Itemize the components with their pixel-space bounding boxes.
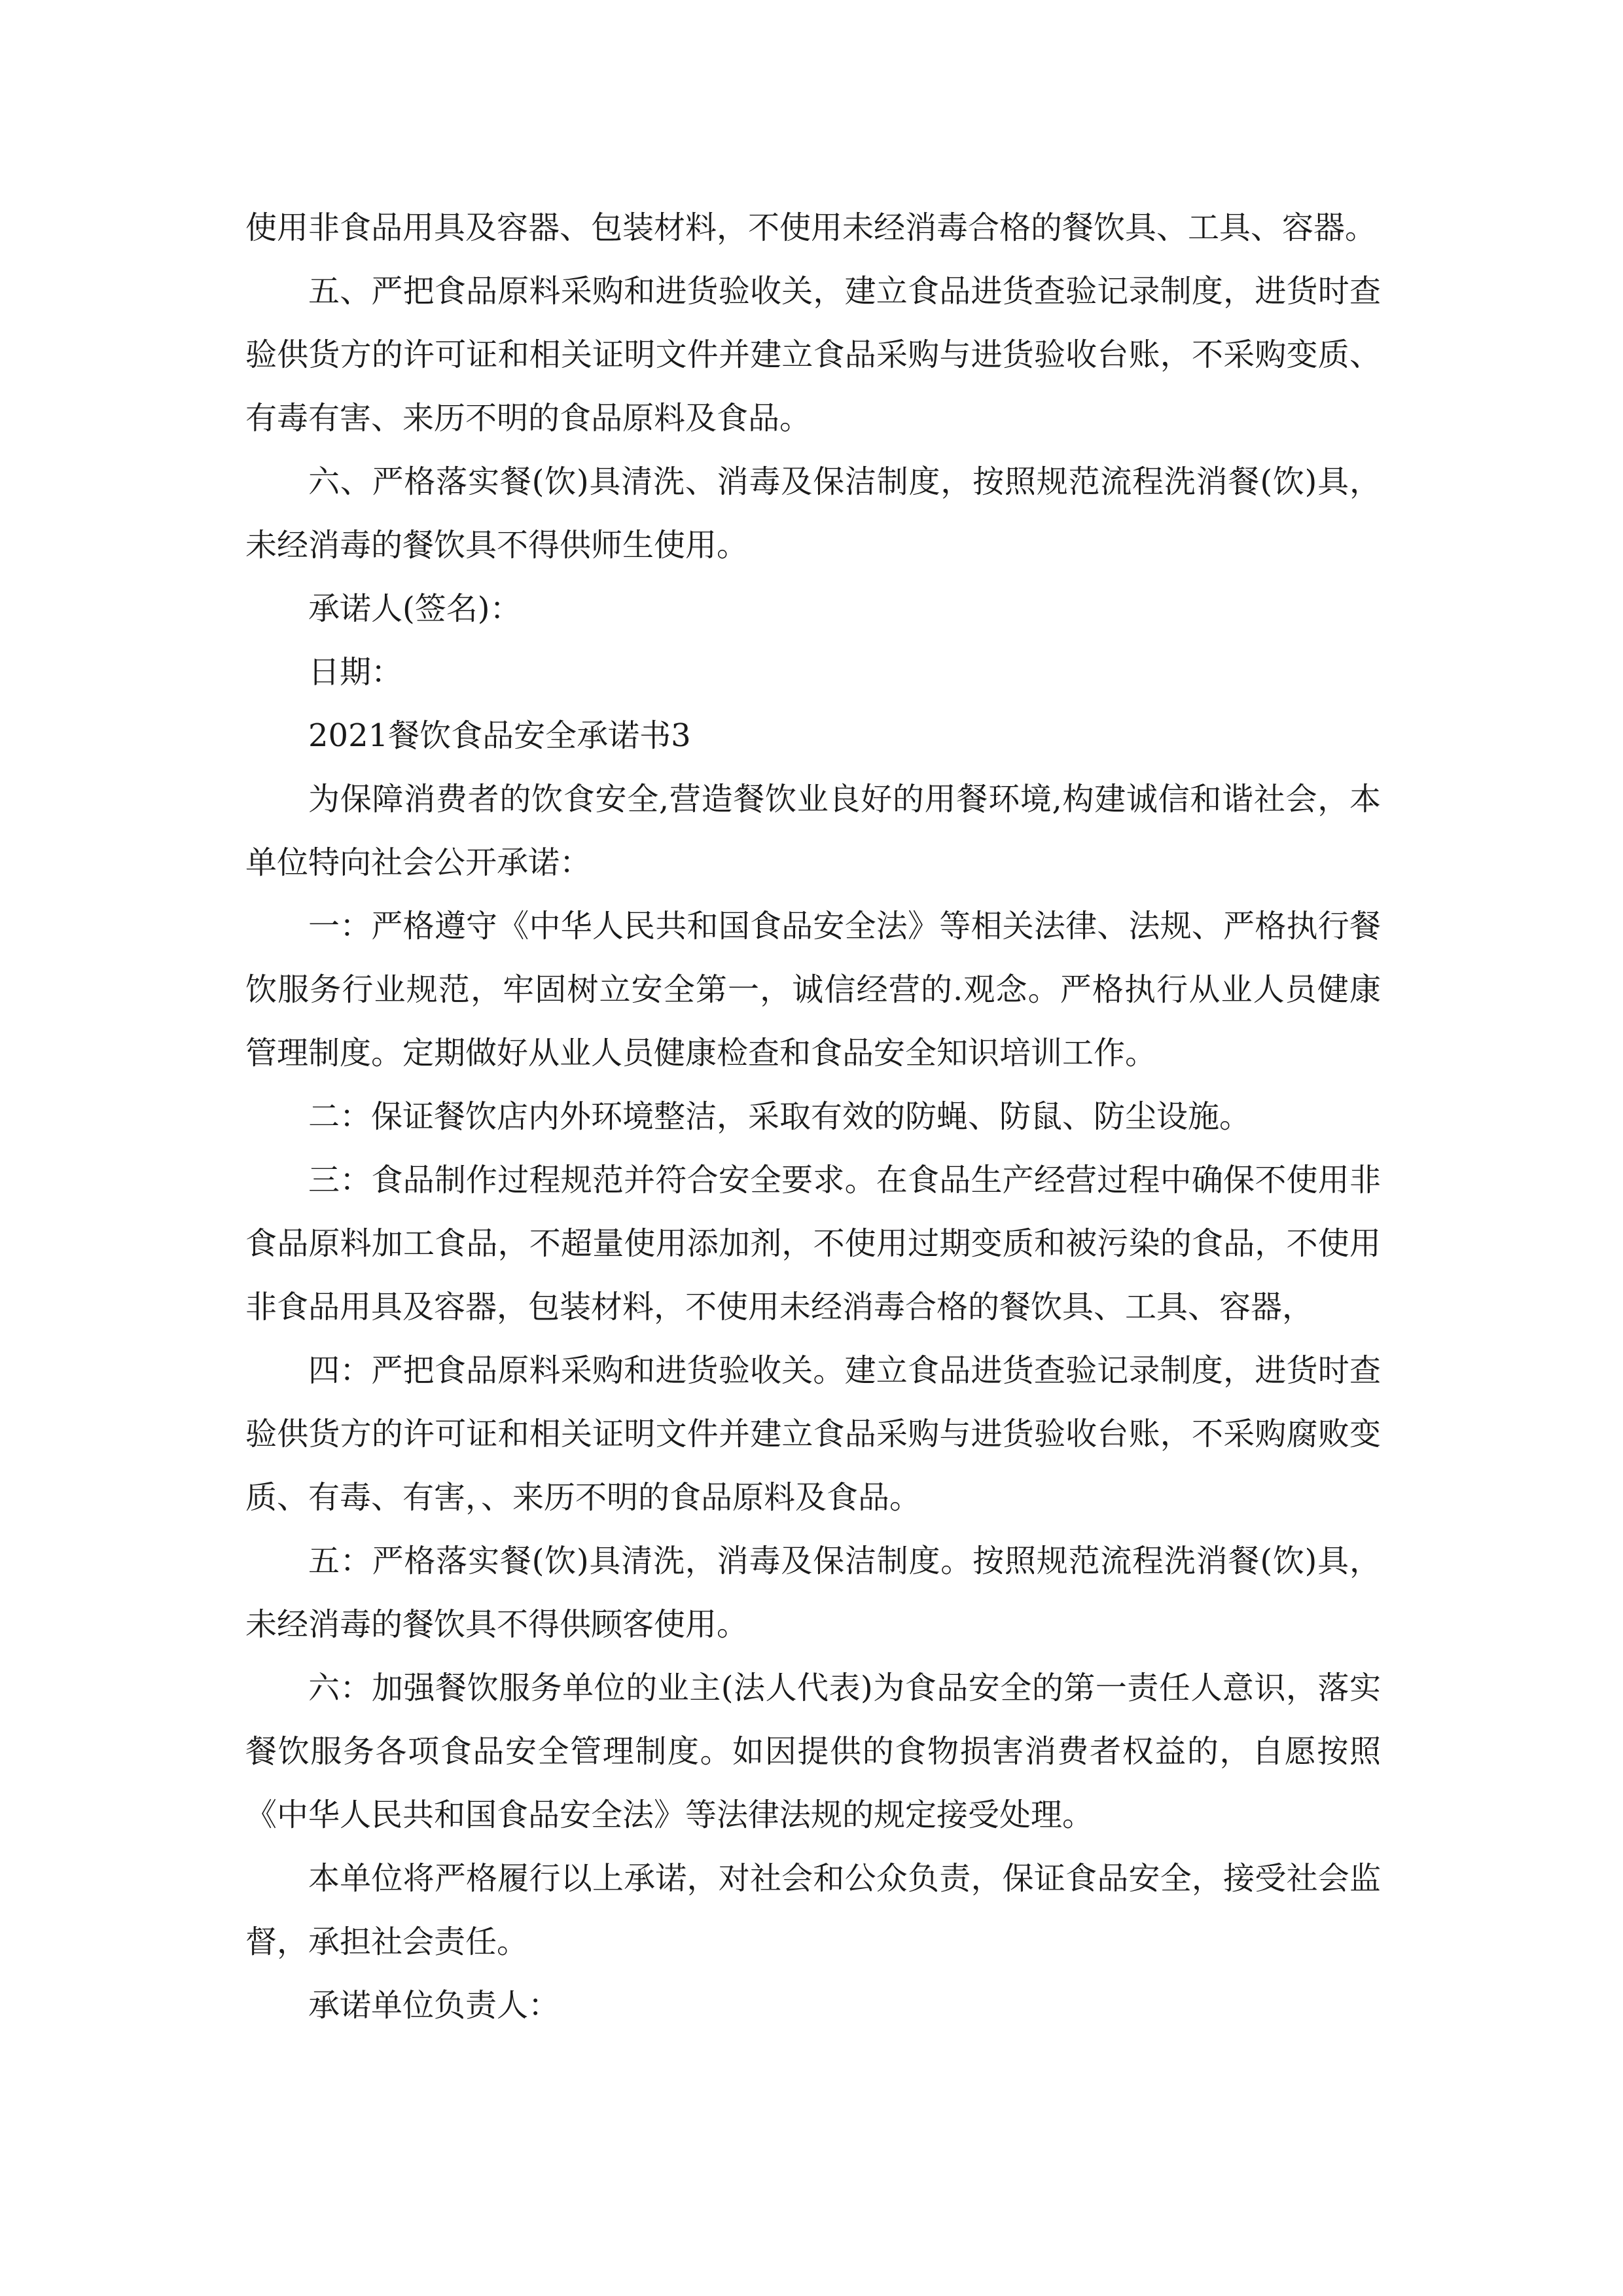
paragraph-item-five: 五、严把食品原料采购和进货验收关，建立食品进货查验记录制度，进货时查验供货方的许可证和相关证明文件并建立食品采购与进货验收台账，不采购变质、有毒有害、来历不明的食品原料及食品。	[245, 273, 1381, 437]
paragraph-item-five-b: 五：严格落实餐(饮)具清洗，消毒及保洁制度。按照规范流程洗消餐(饮)具，未经消毒的餐饮具不得供顾客使用。	[245, 1543, 1381, 1643]
paragraph-item-six-b: 六：加强餐饮服务单位的业主(法人代表)为食品安全的第一责任人意识，落实餐饮服务各项食品安全管理制度。如因提供的食物损害消费者权益的，自愿按照《中华人民共和国食品安全法》等法律法规的规定接受处理。	[245, 1670, 1381, 1833]
date-line: 日期：	[308, 654, 403, 691]
paragraph-item-three: 三：食品制作过程规范并符合安全要求。在食品生产经营过程中确保不使用非食品原料加工食品，不超量使用添加剂，不使用过期变质和被污染的食品，不使用非食品用具及容器，包装材料，不使用未经消毒合格的餐饮具、工具、容器，	[245, 1162, 1381, 1325]
paragraph-continuation: 使用非食品用具及容器、包装材料，不使用未经消毒合格的餐饮具、工具、容器。	[245, 209, 1377, 246]
section-title: 2021餐饮食品安全承诺书3	[308, 717, 691, 754]
paragraph-item-two: 二：保证餐饮店内外环境整洁，采取有效的防蝇、防鼠、防尘设施。	[308, 1098, 1251, 1135]
closing-paragraph: 本单位将严格履行以上承诺，对社会和公众负责，保证食品安全，接受社会监督，承担社会责任。	[245, 1860, 1381, 1960]
intro-paragraph: 为保障消费者的饮食安全,营造餐饮业良好的用餐环境,构建诚信和谐社会，本单位特向社会公开承诺：	[245, 781, 1381, 881]
paragraph-item-one: 一：严格遵守《中华人民共和国食品安全法》等相关法律、法规、严格执行餐饮服务行业规范，牢固树立安全第一，诚信经营的.观念。严格执行从业人员健康管理制度。定期做好从业人员健康检查和食品安全知识培训工作。	[245, 908, 1381, 1071]
paragraph-item-four: 四：严把食品原料采购和进货验收关。建立食品进货查验记录制度，进货时查验供货方的许可证和相关证明文件并建立食品采购与进货验收台账，不采购腐败变质、有毒、有害，、来历不明的食品原料及食品。	[245, 1352, 1381, 1516]
signature-line: 承诺人(签名)：	[308, 590, 522, 627]
document-body	[245, 196, 1381, 2037]
paragraph-item-six: 六、严格落实餐(饮)具清洗、消毒及保洁制度，按照规范流程洗消餐(饮)具，未经消毒的餐饮具不得供师生使用。	[245, 463, 1381, 564]
responsible-person-line: 承诺单位负责人：	[308, 1987, 560, 2024]
